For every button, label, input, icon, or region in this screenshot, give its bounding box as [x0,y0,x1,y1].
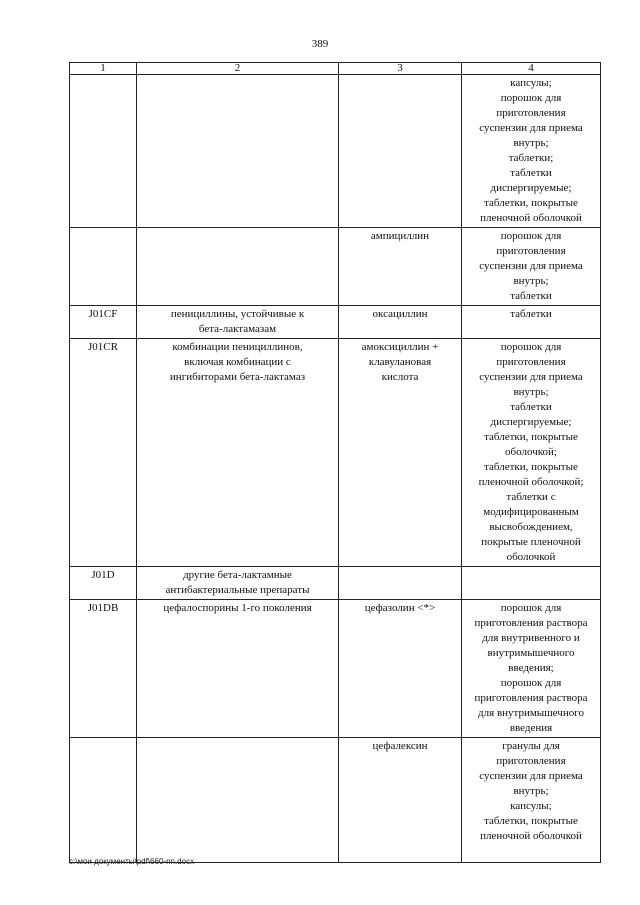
cell-line: введения [509,722,553,734]
cell-line: порошок для [500,677,562,689]
dosage-forms-cell [462,567,601,600]
anatomical-group-cell [137,75,339,228]
cell-line: высвобождением, [489,521,573,533]
atc-code-cell: J01D [70,567,137,600]
anatomical-group-cell [137,339,339,567]
cell-line: порошок для [500,602,562,614]
cell-line: комбинации пенициллинов, [172,341,303,353]
drug-name-cell [339,600,462,738]
cell-line: для внутримышечного [478,707,584,719]
cell-line: включая комбинации с [184,356,291,368]
cell-line: порошок для [500,341,562,353]
cell-line: суспензии для приема [479,371,583,383]
cell-line: таблетки; [508,152,554,164]
drug-name-cell [339,738,462,863]
table-row [70,600,601,738]
anatomical-group-cell [137,228,339,306]
cell-line: пленочной оболочкой [480,830,582,842]
cell-line: клавулановая [368,356,432,368]
cell-line: приготовления [496,107,566,119]
table-row [70,228,601,306]
cell-line: таблетки с [506,491,556,503]
cell-line: таблетки [510,290,552,302]
cell-line: цефазолин <*> [364,602,436,614]
cell-line: ампициллин [370,230,430,242]
cell-line: внутрь; [513,275,549,287]
table-row [70,738,601,863]
cell-line: таблетки, покрытые [484,815,578,827]
page-number: 389 [311,38,329,50]
cell-line: диспергируемые; [490,182,572,194]
cell-line: суспензии для приема [479,770,583,782]
cell-line: таблетки [510,167,552,179]
cell-line: цефалоспорины 1-го поколения [163,602,312,614]
cell-line: пленочной оболочкой [480,212,582,224]
dosage-forms-cell [462,738,601,863]
cell-line: цефалексин [372,740,428,752]
atc-code-cell: J01DB [70,600,137,738]
table-row [70,306,601,339]
anatomical-group-cell [137,306,339,339]
cell-line: таблетки [510,401,552,413]
atc-code-cell [70,75,137,228]
cell-line: капсулы; [510,800,552,812]
table-body [70,75,601,863]
dosage-forms-cell [462,600,601,738]
drug-name-cell [339,339,462,567]
dosage-forms-cell [462,306,601,339]
cell-line: порошок для [500,230,562,242]
anatomical-group-cell [137,600,339,738]
cell-line: амоксициллин + [361,341,439,353]
column-header: 2 [137,63,339,75]
cell-line: капсулы; [510,77,552,89]
cell-line: внутрь; [513,386,549,398]
cell-line: приготовления [496,755,566,767]
table-row [70,567,601,600]
cell-line: оболочкой [506,551,556,563]
cell-line: таблетки, покрытые [484,431,578,443]
cell-line: внутрь; [513,137,549,149]
cell-line: приготовления [496,245,566,257]
cell-line: приготовления раствора [474,692,588,704]
column-header: 1 [70,63,137,75]
cell-line: покрытые пленочной [481,536,581,548]
cell-line: суспензии для приема [479,260,583,272]
cell-line: внутримышечного [487,647,575,659]
anatomical-group-cell [137,738,339,863]
cell-line: таблетки, покрытые [484,461,578,473]
cell-line: введения; [508,662,554,674]
anatomical-group-cell [137,567,339,600]
dosage-forms-cell [462,75,601,228]
cell-line: таблетки [510,308,552,320]
column-header: 4 [462,63,601,75]
atc-code-cell [70,228,137,306]
cell-line: гранулы для [502,740,560,752]
file-path-footer: c:\мои документы\pdf\660-nn.docx [69,857,195,866]
cell-line: другие бета-лактамные [183,569,292,581]
drug-list-table [69,62,601,863]
table-row [70,339,601,567]
cell-line: оболочкой; [505,446,557,458]
atc-code-cell: J01CR [70,339,137,567]
cell-line: антибактериальные препараты [165,584,310,596]
atc-code-cell: J01CF [70,306,137,339]
table-header-row [70,63,601,75]
cell-line: модифицированным [483,506,579,518]
column-header: 3 [339,63,462,75]
cell-line: диспергируемые; [490,416,572,428]
cell-line: пленочной оболочкой; [478,476,584,488]
drug-name-cell [339,75,462,228]
cell-line: оксациллин [372,308,428,320]
cell-line: приготовления раствора [474,617,588,629]
cell-line: бета-лактамазам [198,323,277,335]
table-row [70,75,601,228]
cell-line: для внутривенного и [482,632,580,644]
drug-name-cell [339,567,462,600]
drug-name-cell [339,306,462,339]
dosage-forms-cell [462,228,601,306]
cell-line: внутрь; [513,785,549,797]
cell-line: таблетки, покрытые [484,197,578,209]
cell-line: кислота [381,371,419,383]
atc-code-cell [70,738,137,863]
cell-line: ингибиторами бета-лактамаз [169,371,306,383]
drug-name-cell [339,228,462,306]
cell-line: суспензии для приема [479,122,583,134]
cell-line: приготовления [496,356,566,368]
cell-line: порошок для [500,92,562,104]
dosage-forms-cell [462,339,601,567]
cell-line: пенициллины, устойчивые к [170,308,305,320]
